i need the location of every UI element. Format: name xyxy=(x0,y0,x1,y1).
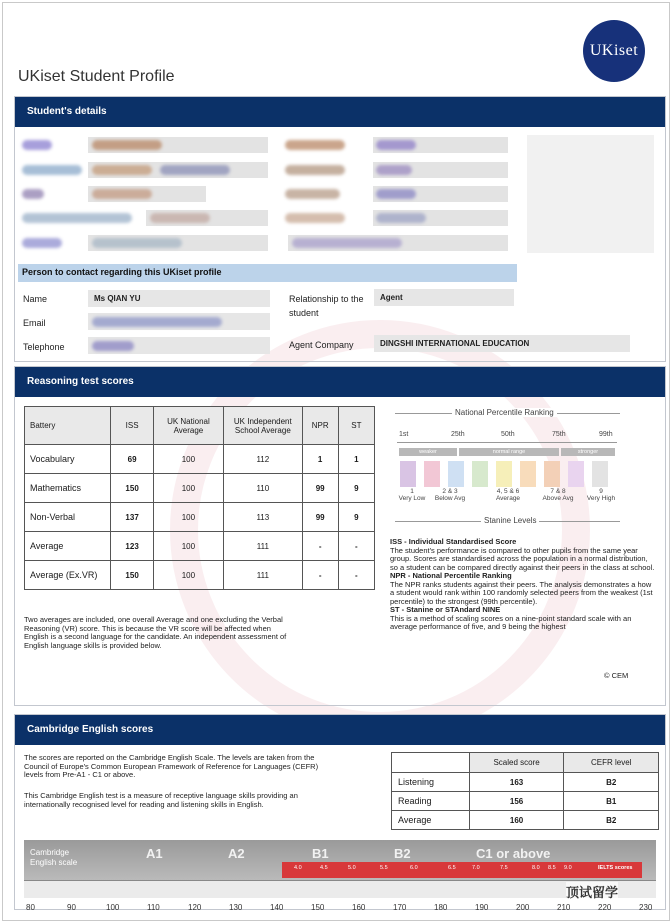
axis-tick: 180 xyxy=(434,903,448,912)
st-cell: - xyxy=(338,532,374,561)
cambridge-note-1: The scores are reported on the Cambridge English Scale. The levels are taken from the Council of Europe's Common European Framework of Reference for Languages (CEFR) levels from Pre-A1 - C1 or above. xyxy=(24,753,319,779)
cefr-cell: B2 xyxy=(564,773,659,792)
st-cell: 9 xyxy=(338,503,374,532)
stanine-label: 7 & 8 Above Avg xyxy=(542,488,574,502)
wechat-watermark: 顶试留学 xyxy=(566,882,618,901)
blurred-value xyxy=(92,140,162,150)
npr-tick: 1st xyxy=(399,431,409,438)
npr-cell: - xyxy=(302,561,338,590)
copyright: © CEM xyxy=(604,671,629,680)
axis-tick: 80 xyxy=(26,903,35,912)
ind-avg-cell: 112 xyxy=(224,445,302,474)
table-row xyxy=(25,474,375,503)
name-label: Name xyxy=(23,294,48,304)
definition-term: ISS - Individual Standardised Score xyxy=(390,537,517,546)
axis-tick: 200 xyxy=(516,903,530,912)
table-row xyxy=(25,445,375,474)
table-row xyxy=(25,532,375,561)
reasoning-scores-table xyxy=(24,406,375,590)
table-header-row xyxy=(25,407,375,445)
npr-title: National Percentile Ranking xyxy=(452,408,557,417)
page-title: UKiset Student Profile xyxy=(18,68,175,85)
relationship-field: Agent xyxy=(374,289,514,306)
ukiset-logo: UKiset xyxy=(583,20,645,82)
column-header: NPR xyxy=(302,407,338,445)
ielts-value: 8.5 xyxy=(548,865,556,871)
axis-tick: 120 xyxy=(188,903,202,912)
column-header: ISS xyxy=(111,407,153,445)
cefr-cell: B2 xyxy=(564,811,659,830)
st-cell: 9 xyxy=(338,474,374,503)
ielts-value: 7.0 xyxy=(472,865,480,871)
email-label: Email xyxy=(23,318,46,328)
score-cell: 160 xyxy=(469,811,564,830)
npr-cell: - xyxy=(302,532,338,561)
definition-text: This is a method of scaling scores on a nine-point standard scale with an average performance of five, and 9 being the highest xyxy=(390,613,632,631)
contact-name-field: Ms QIAN YU xyxy=(88,290,270,307)
definition-text: The NPR ranks students against their peers. The analysis demonstrates a how a student would rank within 100 randomly selected peers from the weakest (1st percentile) to the strongest (99th percentile). xyxy=(390,579,653,606)
table-header-row xyxy=(392,753,659,773)
ielts-value: 5.5 xyxy=(380,865,388,871)
blurred-label xyxy=(22,189,44,199)
table-row xyxy=(392,811,659,830)
battery-cell: Mathematics xyxy=(25,474,111,503)
stanine-swatch xyxy=(544,461,560,487)
uk-avg-cell: 100 xyxy=(153,561,223,590)
axis-tick: 90 xyxy=(67,903,76,912)
score-cell: 156 xyxy=(469,792,564,811)
blurred-value xyxy=(376,165,412,175)
blurred-label xyxy=(285,140,345,150)
st-cell: - xyxy=(338,561,374,590)
cambridge-english-scale xyxy=(24,840,656,900)
table-row xyxy=(392,792,659,811)
column-header: CEFR level xyxy=(564,753,659,773)
blurred-value xyxy=(92,165,152,175)
definitions xyxy=(390,538,656,632)
definition-term: NPR - National Percentile Ranking xyxy=(390,571,512,580)
battery-cell: Vocabulary xyxy=(25,445,111,474)
stanine-swatch xyxy=(400,461,416,487)
ind-avg-cell: 110 xyxy=(224,474,302,503)
blurred-value xyxy=(150,213,210,223)
scale-ruler xyxy=(24,880,656,898)
battery-cell: Average xyxy=(25,532,111,561)
ind-avg-cell: 111 xyxy=(224,532,302,561)
battery-cell: Average (Ex.VR) xyxy=(25,561,111,590)
npr-diagram xyxy=(395,408,620,526)
cambridge-note-2: This Cambridge English test is a measure of receptive language skills providing an internationally recognised level for reading and listening skills in English. xyxy=(24,791,298,809)
skill-cell: Listening xyxy=(392,773,470,792)
ielts-value: 7.5 xyxy=(500,865,508,871)
uk-avg-cell: 100 xyxy=(153,532,223,561)
blurred-value xyxy=(92,238,182,248)
empty-header xyxy=(392,753,470,773)
blurred-label xyxy=(285,165,345,175)
blurred-value xyxy=(92,189,152,199)
uk-avg-cell: 100 xyxy=(153,503,223,532)
blurred-telephone xyxy=(92,341,134,351)
blurred-label xyxy=(22,165,82,175)
column-header: UK Independent School Average xyxy=(224,407,302,445)
axis-tick: 210 xyxy=(557,903,571,912)
stanine-swatch xyxy=(568,461,584,487)
stanine-title: Stanine Levels xyxy=(481,516,539,525)
table-row xyxy=(25,561,375,590)
level-b1: B1 xyxy=(312,846,329,861)
ielts-caption: IELTS scores xyxy=(598,865,633,871)
band-weaker: weaker xyxy=(399,448,457,456)
axis-tick: 170 xyxy=(393,903,407,912)
npr-tick: 75th xyxy=(552,431,566,438)
definition-text: The student's performance is compared to other pupils from the same year group. Scores are standardised across the population in a normal distribution, so a student can be compared directly against their peers in the class at school. xyxy=(390,545,655,572)
agent-company-field: DINGSHI INTERNATIONAL EDUCATION xyxy=(374,335,630,352)
battery-cell: Non-Verbal xyxy=(25,503,111,532)
stanine-swatch xyxy=(472,461,488,487)
skill-cell: Average xyxy=(392,811,470,830)
stanine-swatch xyxy=(448,461,464,487)
blurred-value xyxy=(160,165,230,175)
iss-cell: 150 xyxy=(111,474,153,503)
npr-cell: 99 xyxy=(302,503,338,532)
column-header: ST xyxy=(338,407,374,445)
blurred-value xyxy=(376,189,416,199)
level-a1: A1 xyxy=(146,846,163,861)
blurred-value xyxy=(376,213,426,223)
stanine-swatch xyxy=(520,461,536,487)
blurred-label xyxy=(22,213,132,223)
band-stronger: stronger xyxy=(561,448,615,456)
students-details-heading: Student's details xyxy=(15,97,665,127)
column-header: Battery xyxy=(25,407,111,445)
reasoning-note: Two averages are included, one overall Average and one excluding the Verbal Reasoning (VR) score. This is because the VR score will be affected when English is a second language for the candidate. An independent assessment of English language skills is provided below. xyxy=(24,615,287,650)
level-b2: B2 xyxy=(394,846,411,861)
cambridge-scores-table xyxy=(391,752,659,830)
axis-tick: 230 xyxy=(639,903,653,912)
stanine-label: 2 & 3 Below Avg xyxy=(434,488,466,502)
stanine-label: 1 Very Low xyxy=(398,488,426,502)
blurred-label xyxy=(285,213,345,223)
axis-tick: 150 xyxy=(311,903,325,912)
band-normal: normal range xyxy=(459,448,559,456)
blurred-label xyxy=(285,189,340,199)
level-a2: A2 xyxy=(228,846,245,861)
npr-axis xyxy=(397,442,617,443)
stanine-label: 4, 5 & 6 Average xyxy=(495,488,521,502)
ind-avg-cell: 111 xyxy=(224,561,302,590)
ielts-value: 5.0 xyxy=(348,865,356,871)
axis-tick: 130 xyxy=(229,903,243,912)
skill-cell: Reading xyxy=(392,792,470,811)
blurred-value xyxy=(376,140,416,150)
ind-avg-cell: 113 xyxy=(224,503,302,532)
npr-tick: 25th xyxy=(451,431,465,438)
ielts-value: 6.5 xyxy=(448,865,456,871)
axis-tick: 110 xyxy=(147,903,160,912)
stanine-label: 9 Very High xyxy=(586,488,616,502)
npr-cell: 1 xyxy=(302,445,338,474)
axis-tick: 190 xyxy=(475,903,489,912)
relationship-label: Relationship to the student xyxy=(289,294,364,318)
iss-cell: 69 xyxy=(111,445,153,474)
ielts-band xyxy=(282,862,642,878)
ielts-value: 6.0 xyxy=(410,865,418,871)
level-c1: C1 or above xyxy=(476,846,551,861)
stanine-swatch xyxy=(424,461,440,487)
blurred-email xyxy=(92,317,222,327)
ielts-value: 4.5 xyxy=(320,865,328,871)
iss-cell: 123 xyxy=(111,532,153,561)
ielts-value: 8.0 xyxy=(532,865,540,871)
stanine-swatch xyxy=(496,461,512,487)
axis-tick: 140 xyxy=(270,903,284,912)
ielts-value: 4.0 xyxy=(294,865,302,871)
axis-tick: 220 xyxy=(598,903,612,912)
score-cell: 163 xyxy=(469,773,564,792)
column-header: Scaled score xyxy=(469,753,564,773)
axis-tick: 100 xyxy=(106,903,120,912)
uk-avg-cell: 100 xyxy=(153,474,223,503)
stanine-swatch xyxy=(592,461,608,487)
table-row xyxy=(392,773,659,792)
npr-tick: 50th xyxy=(501,431,515,438)
photo-placeholder xyxy=(527,135,654,253)
iss-cell: 137 xyxy=(111,503,153,532)
column-header: UK National Average xyxy=(153,407,223,445)
iss-cell: 150 xyxy=(111,561,153,590)
telephone-label: Telephone xyxy=(23,342,65,352)
uk-avg-cell: 100 xyxy=(153,445,223,474)
npr-cell: 99 xyxy=(302,474,338,503)
reasoning-heading: Reasoning test scores xyxy=(15,367,665,397)
blurred-label xyxy=(22,238,62,248)
blurred-label xyxy=(22,140,52,150)
agent-company-label: Agent Company xyxy=(289,340,354,350)
table-row xyxy=(25,503,375,532)
definition-term: ST - Stanine or STAndard NINE xyxy=(390,605,501,614)
contact-heading: Person to contact regarding this UKiset profile xyxy=(18,264,517,282)
ielts-value: 9.0 xyxy=(564,865,572,871)
axis-tick: 160 xyxy=(352,903,366,912)
cambridge-heading: Cambridge English scores xyxy=(15,715,665,745)
npr-tick: 99th xyxy=(599,431,613,438)
blurred-value xyxy=(292,238,402,248)
scale-label: Cambridge English scale xyxy=(30,848,78,867)
cefr-cell: B1 xyxy=(564,792,659,811)
st-cell: 1 xyxy=(338,445,374,474)
